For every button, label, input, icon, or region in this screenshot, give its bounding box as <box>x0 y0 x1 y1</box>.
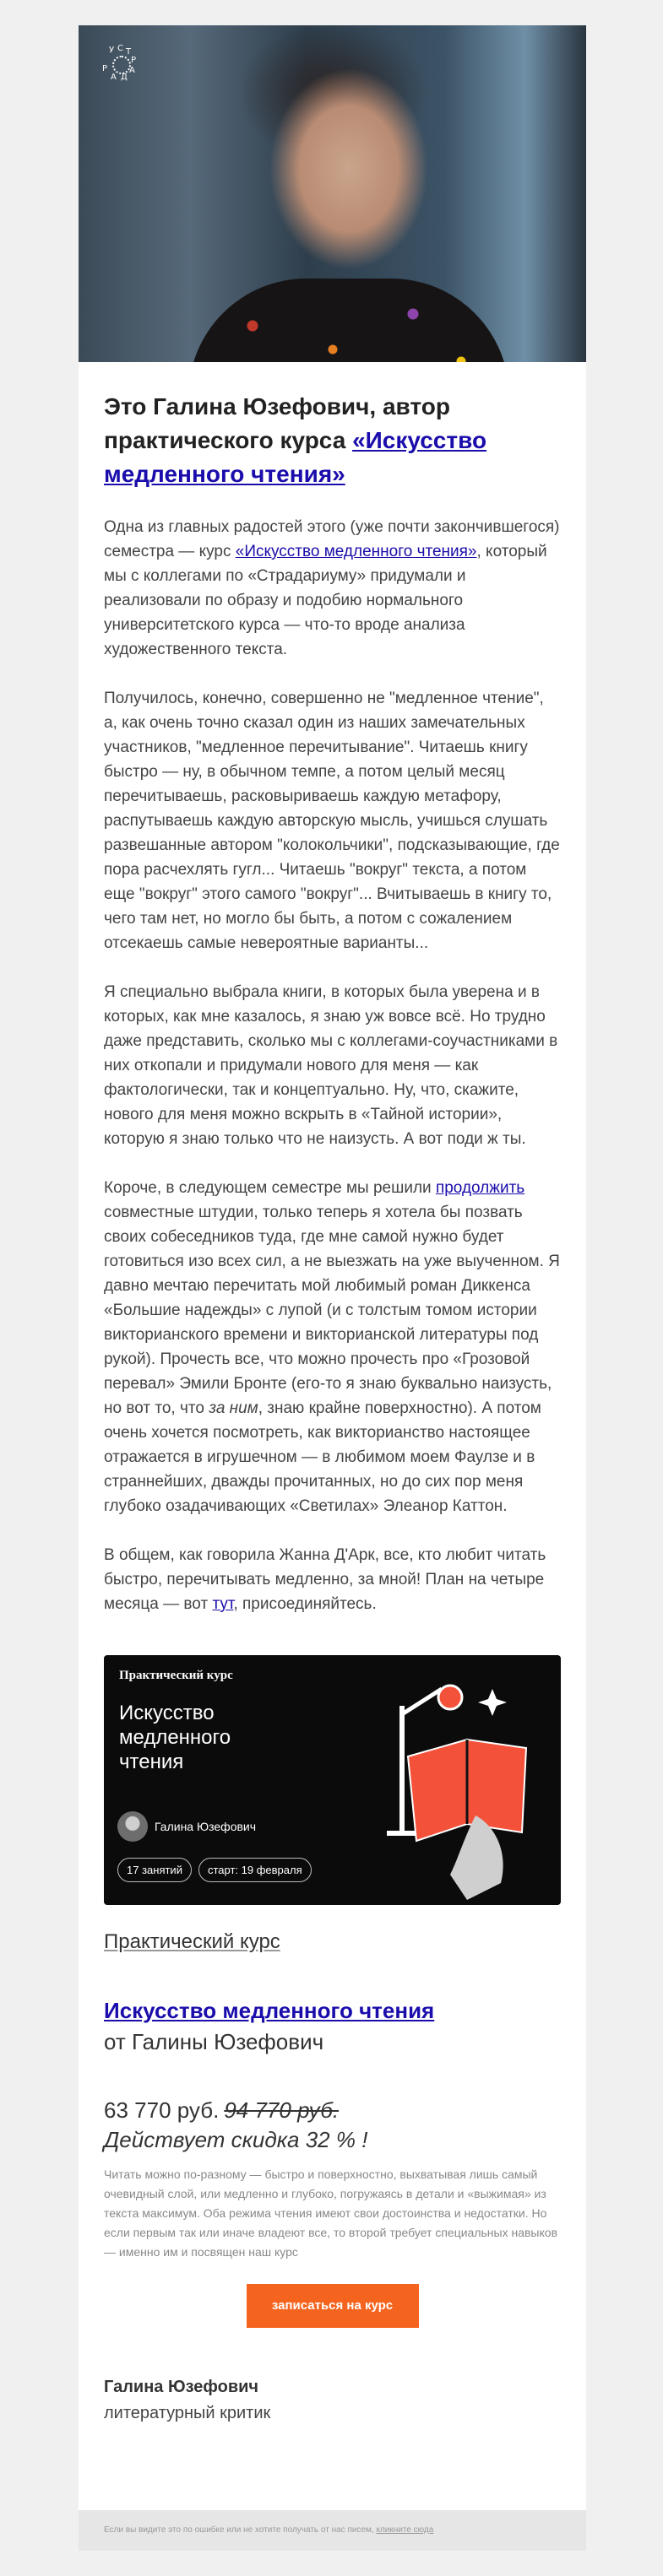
p1-text-a: Одна из главных радостей этого (уже почти закончившегося) семестра — курс <box>104 518 560 560</box>
course-name-link[interactable]: Искусство медленного чтения <box>104 1998 435 2023</box>
course-link[interactable]: «Искусство медленного чтения» <box>235 543 477 560</box>
footer-text: Если вы видите это по ошибке или не хотите получать от нас писем, <box>104 2525 377 2535</box>
enroll-button[interactable]: записаться на курс <box>247 2284 419 2328</box>
author-avatar <box>117 1811 148 1842</box>
course-promo-banner[interactable] <box>104 1655 561 1905</box>
lessons-badge: 17 занятий <box>117 1858 192 1882</box>
course-label: Практический курс <box>104 1930 280 1953</box>
price-current: 63 770 руб. <box>104 2097 220 2123</box>
discount-note: Действует скидка 32 % ! <box>104 2127 368 2152</box>
p1-text-b: , который мы с коллегами по «Страдариуму» придумали и реализовали по образу и подобию нормального университетского курса — что-то вроде анализа художественного текста. <box>104 543 547 658</box>
paragraph-3: Я специально выбрала книги, в которых была уверена и в которых, как мне казалось, я знаю уж вовсе всё. Но трудно даже представить, сколько мы с коллегами-соучастниками в них откопали и придумали нового для меня — как фактологически, так и концептуально. Ну, что, скажите, нового для меня можно вскрыть в «Тайной истории», которую я знаю только что не наизусть. А вот поди ж ты. <box>104 983 558 1148</box>
reading-illustration <box>374 1680 560 1900</box>
p4-text-b: совместные штудии, только теперь я хотела бы позвать своих собеседников туда, где мне самой нужно будет готовиться изо всех сил, а не выезжать на уже выученном. Я давно мечтаю перечитать мой любимый роман Диккенса «Большие надежды» с лупой (и с толстым томом истории викторианского времени и викторианской литературы под рукой). Прочесть все, что можно прочесть про «Грозовой перевал» Эмили Бронте (его-то я знаю буквально наизусть, но вот то, что <box>104 1204 560 1417</box>
signature-role: литературный критик <box>104 2404 271 2422</box>
footer <box>79 2510 586 2551</box>
promo-kicker: Практический курс <box>119 1669 233 1682</box>
hero-photo <box>79 25 586 362</box>
paragraph-1 <box>104 515 561 662</box>
paragraph-5 <box>104 1543 561 1616</box>
course-author: от Галины Юзефович <box>104 2029 324 2054</box>
course-title-link[interactable]: «Искусство медленного чтения» <box>104 427 487 487</box>
p4-emphasis: за ним <box>209 1399 258 1417</box>
hero-shirt-pattern <box>188 279 509 362</box>
promo-title: Искусство медленного чтения <box>119 1702 231 1773</box>
course-description: Читать можно по-разному — быстро и поверхностно, выхватывая лишь самый очевидный слой, или медленно и глубоко, погружаясь в детали и «выжимая» из текста максимум. Оба режима чтения имеют свои достоинства и недостатки. Но если первым так или иначе владеют все, то второй требует специальных навыков — именно им и посвящен наш курс <box>104 2167 558 2259</box>
p4-text-c: , знаю крайне поверхностно). А потом очень хочется посмотреть, как викторианство настоящее отражается в игрушечном — в любимом моем Фаулзе и в страннейших, дважды прочитанных, но до сих пор меня глубоко озадачивающих «Светилах» Элеанор Каттон. <box>104 1399 541 1515</box>
unsubscribe-link[interactable]: кликните сюда <box>376 2525 434 2535</box>
stradarium-logo[interactable]: У С Т Р А Д А Р <box>102 44 137 82</box>
paragraph-4 <box>104 1176 561 1518</box>
promo-author-name: Галина Юзефович <box>155 1820 257 1833</box>
p4-text-a: Короче, в следующем семестре мы решили <box>104 1179 436 1197</box>
continue-link[interactable]: продолжить <box>435 1179 525 1197</box>
price-row <box>104 2097 561 2124</box>
plan-link[interactable]: тут <box>212 1595 234 1613</box>
price-old: 94 770 руб. <box>224 2097 340 2123</box>
headline-text: Это Галина Юзефович, автор практического курса <box>104 393 450 453</box>
headline <box>104 390 561 491</box>
signature-name: Галина Юзефович <box>104 2378 259 2396</box>
promo-badges <box>117 1858 312 1882</box>
start-date-badge: старт: 19 февраля <box>198 1858 312 1882</box>
paragraph-2: Получилось, конечно, совершенно не "медленное чтение", а, как очень точно сказал один из наших замечательных участников, "медленное перечитывание". Читаешь книгу быстро — ну, в обычном темпе, а потом целый месяц перечитываешь, расковыриваешь каждую метафору, распутываешь каждую авторскую мысль, учишься слушать развешанные автором "колокольчики", подсказывающие, где пора расчехлять гугл... Читаешь "вокруг" текста, а потом еще "вокруг" этого самого "вокруг"... Вчитываешь в книгу то, чего там нет, но могло бы быть, а потом с сожалением отсекаешь самые невероятные варианты... <box>104 690 560 952</box>
course-name <box>104 1998 561 2024</box>
email-card <box>79 25 586 2551</box>
p5-text-b: , присоединяйтесь. <box>233 1595 377 1613</box>
promo-author <box>117 1811 256 1842</box>
p5-text-a: В общем, как говорила Жанна Д'Арк, все, кто любит читать быстро, перечитывать медленно, за мной! План на четыре месяца — вот <box>104 1546 546 1613</box>
